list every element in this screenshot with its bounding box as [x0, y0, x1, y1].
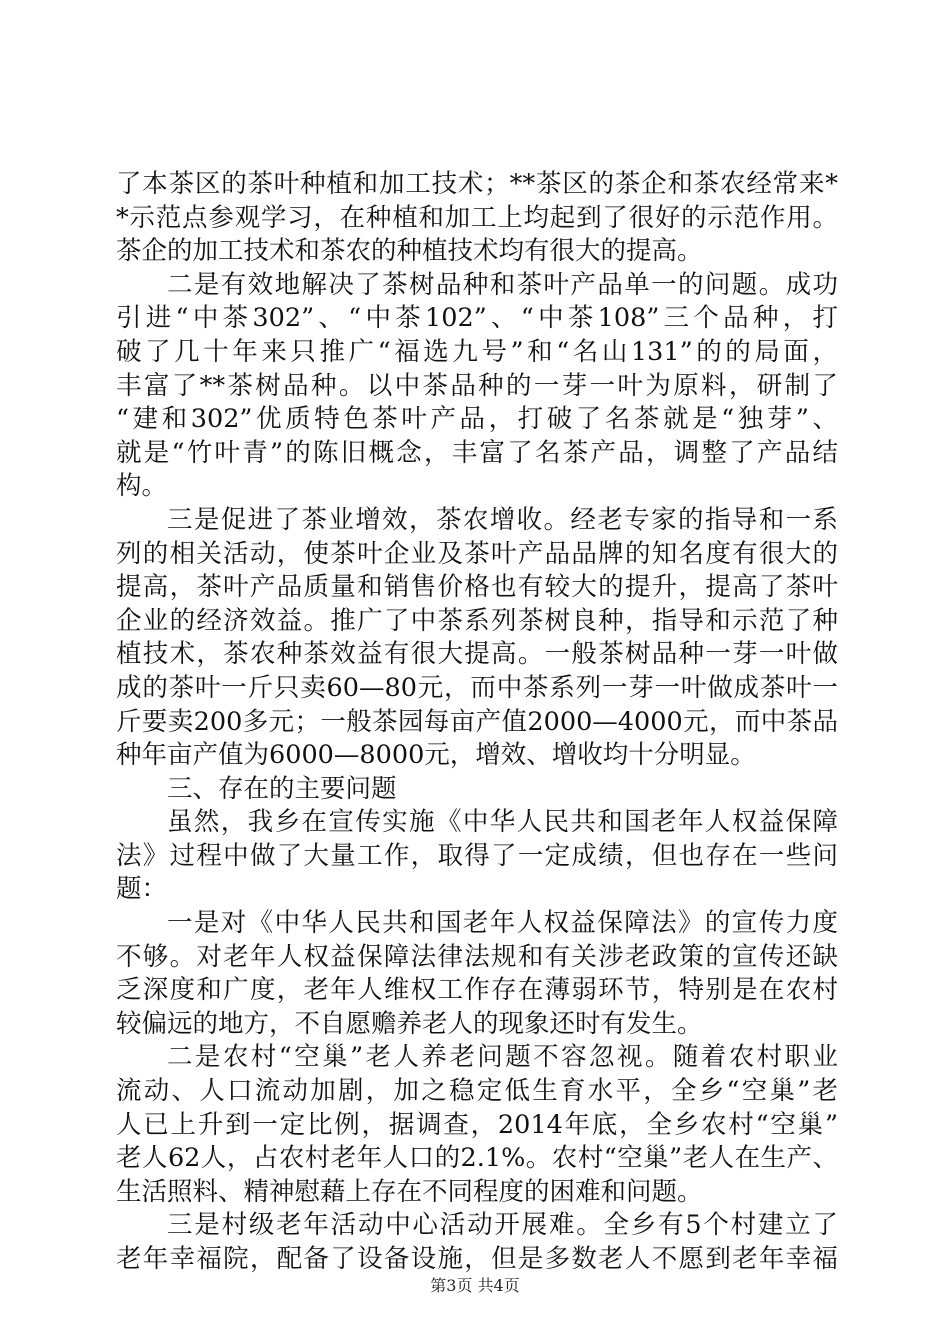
paragraph-start-line: 虽然，我乡在宣传实施《中华人民共和国老年人权益保障	[167, 807, 838, 838]
text-line: 种年亩产值为6000—8000元，增效、增收均十分明显。	[116, 740, 756, 771]
text-line: 就是“竹叶青”的陈旧概念，丰富了名茶产品，调整了产品结	[116, 437, 838, 468]
paragraph-start-line: 二是有效地解决了茶树品种和茶叶产品单一的问题。成功	[167, 269, 838, 300]
text-line: 法》过程中做了大量工作，取得了一定成绩，但也存在一些问	[116, 840, 838, 871]
text-line: 流动、人口流动加剧，加之稳定低生育水平，全乡“空巢”老	[116, 1076, 838, 1107]
text-line: 不够。对老年人权益保障法律法规和有关涉老政策的宣传还缺	[116, 941, 838, 972]
section-heading: 三、存在的主要问题	[167, 773, 397, 804]
text-line: 列的相关活动，使茶叶企业及茶叶产品品牌的知名度有很大的	[116, 538, 838, 569]
text-line: *示范点参观学习，在种植和加工上均起到了很好的示范作用。	[116, 202, 838, 233]
paragraph-start-line: 三是促进了茶业增效，茶农增收。经老专家的指导和一系	[167, 504, 838, 535]
document-body	[116, 168, 838, 1277]
text-line: 人已上升到一定比例，据调查，2014年底，全乡农村“空巢”	[116, 1109, 838, 1140]
text-line: 丰富了**茶树品种。以中茶品种的一芽一叶为原料，研制了	[116, 370, 838, 401]
text-line: 生活照料、精神慰藉上存在不同程度的困难和问题。	[116, 1176, 703, 1207]
text-line: “建和302”优质特色茶叶产品，打破了名茶就是“独芽”、	[116, 404, 838, 435]
text-line: 老人62人，占农村老年人口的2.1%。农村“空巢”老人在生产、	[116, 1143, 838, 1174]
text-line: 老年幸福院，配备了设备设施，但是多数老人不愿到老年幸福	[116, 1244, 838, 1274]
text-line: 成的茶叶一斤只卖60—80元，而中茶系列一芽一叶做成茶叶一	[116, 672, 838, 703]
text-line: 斤要卖200多元；一般茶园每亩产值2000—4000元，而中茶品	[116, 706, 838, 737]
text-line: 题：	[116, 874, 168, 905]
text-line: 乏深度和广度，老年人维权工作存在薄弱环节，特别是在农村	[116, 975, 838, 1006]
text-line: 构。	[116, 471, 168, 502]
text-line: 植技术，茶农种茶效益有很大提高。一般茶树品种一芽一叶做	[116, 639, 838, 670]
paragraph-start-line: 一是对《中华人民共和国老年人权益保障法》的宣传力度	[167, 908, 838, 939]
paragraph-start-line: 三是村级老年活动中心活动开展难。全乡有5个村建立了	[167, 1210, 838, 1241]
text-line: 破了几十年来只推广“福选九号”和“名山131”的的局面，	[116, 336, 838, 367]
text-line: 较偏远的地方，不自愿赡养老人的现象还时有发生。	[116, 1008, 703, 1039]
text-line: 了本茶区的茶叶种植和加工技术；**茶区的茶企和茶农经常来*	[116, 169, 838, 199]
text-line: 茶企的加工技术和茶农的种植技术均有很大的提高。	[116, 236, 703, 267]
page-footer	[0, 1276, 950, 1296]
page-number-label: 第3页 共4页	[430, 1276, 520, 1295]
paragraph-start-line: 二是农村“空巢”老人养老问题不容忽视。随着农村职业	[167, 1042, 838, 1073]
text-line: 引进“中茶302”、“中茶102”、“中茶108”三个品种，打	[116, 303, 838, 334]
text-line: 企业的经济效益。推广了中茶系列茶树良种，指导和示范了种	[116, 605, 838, 636]
text-line: 提高，茶叶产品质量和销售价格也有较大的提升，提高了茶叶	[116, 572, 838, 603]
